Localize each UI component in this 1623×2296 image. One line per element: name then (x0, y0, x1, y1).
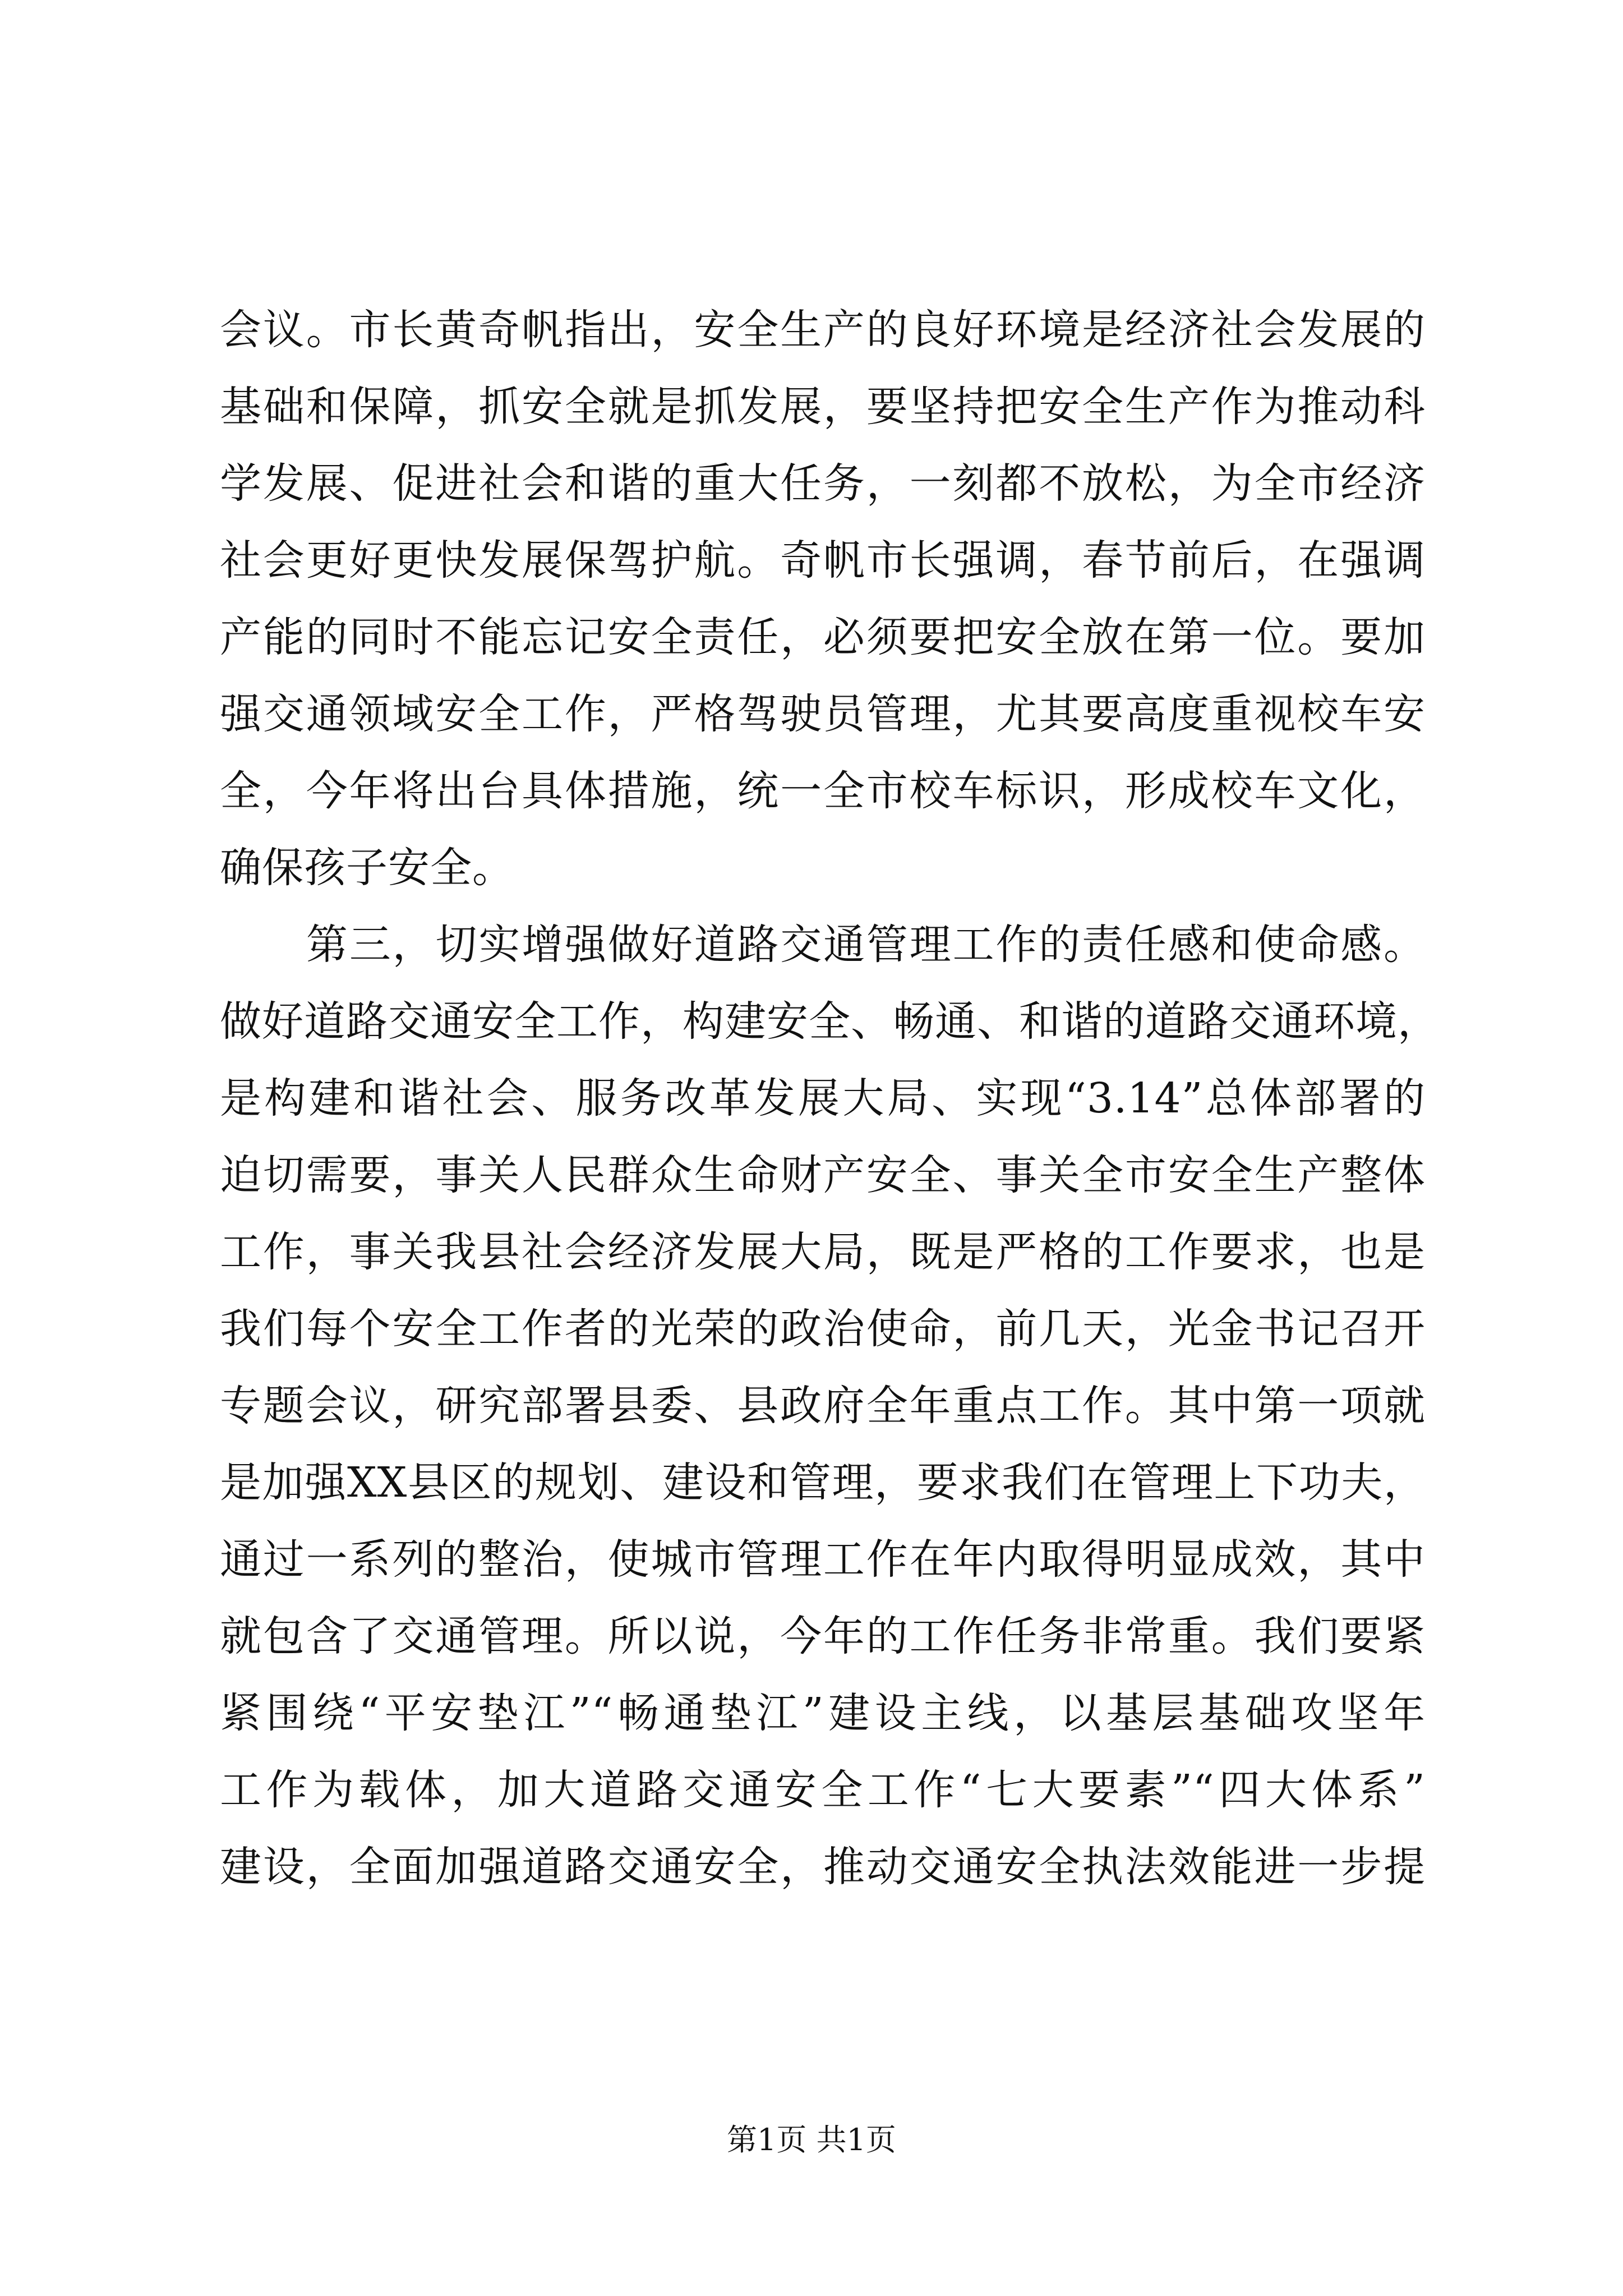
body-text (220, 292, 1440, 1906)
text-line-20: 工作为载体，加大道路交通安全工作“七大要素”“四大体系” (220, 1766, 1426, 1814)
text-line-5: 产能的同时不能忘记安全责任，必须要把安全放在第一位。要加 (220, 613, 1426, 661)
text-line-9: 第三，切实增强做好道路交通管理工作的责任感和使命感。 (306, 921, 1426, 969)
text-line-21: 建设，全面加强道路交通安全，推动交通安全执法效能进一步提 (220, 1843, 1426, 1891)
text-line-15: 专题会议，研究部署县委、县政府全年重点工作。其中第一项就 (220, 1382, 1426, 1430)
text-line-1: 会议。市长黄奇帆指出，安全生产的良好环境是经济社会发展的 (220, 306, 1426, 354)
text-line-4: 社会更好更快发展保驾护航。奇帆市长强调，春节前后，在强调 (220, 536, 1426, 585)
page-footer: 第1页 共1页 (727, 2122, 896, 2157)
text-line-11: 是构建和谐社会、服务改革发展大局、实现“3.14”总体部署的 (220, 1074, 1426, 1122)
text-line-16: 是加强XX县区的规划、建设和管理，要求我们在管理上下功夫， (220, 1458, 1426, 1507)
text-line-19: 紧围绕“平安垫江”“畅通垫江”建设主线，以基层基础攻坚年 (220, 1689, 1426, 1737)
text-line-2: 基础和保障，抓安全就是抓发展，要坚持把安全生产作为推动科 (220, 383, 1426, 431)
text-line-17: 通过一系列的整治，使城市管理工作在年内取得明显成效，其中 (220, 1535, 1426, 1584)
text-line-13: 工作，事关我县社会经济发展大局，既是严格的工作要求，也是 (220, 1228, 1426, 1276)
text-line-10: 做好道路交通安全工作，构建安全、畅通、和谐的道路交通环境， (220, 997, 1440, 1046)
text-line-6: 强交通领域安全工作，严格驾驶员管理，尤其要高度重视校车安 (220, 690, 1426, 738)
text-line-7: 全，今年将出台具体措施，统一全市校车标识，形成校车文化， (220, 767, 1426, 815)
text-line-8: 确保孩子安全。 (220, 844, 514, 892)
text-line-12: 迫切需要，事关人民群众生命财产安全、事关全市安全生产整体 (220, 1151, 1426, 1199)
text-line-14: 我们每个安全工作者的光荣的政治使命，前几天，光金书记召开 (220, 1305, 1426, 1353)
text-line-18: 就包含了交通管理。所以说，今年的工作任务非常重。我们要紧 (220, 1612, 1426, 1660)
text-line-3: 学发展、促进社会和谐的重大任务，一刻都不放松，为全市经济 (220, 459, 1426, 508)
